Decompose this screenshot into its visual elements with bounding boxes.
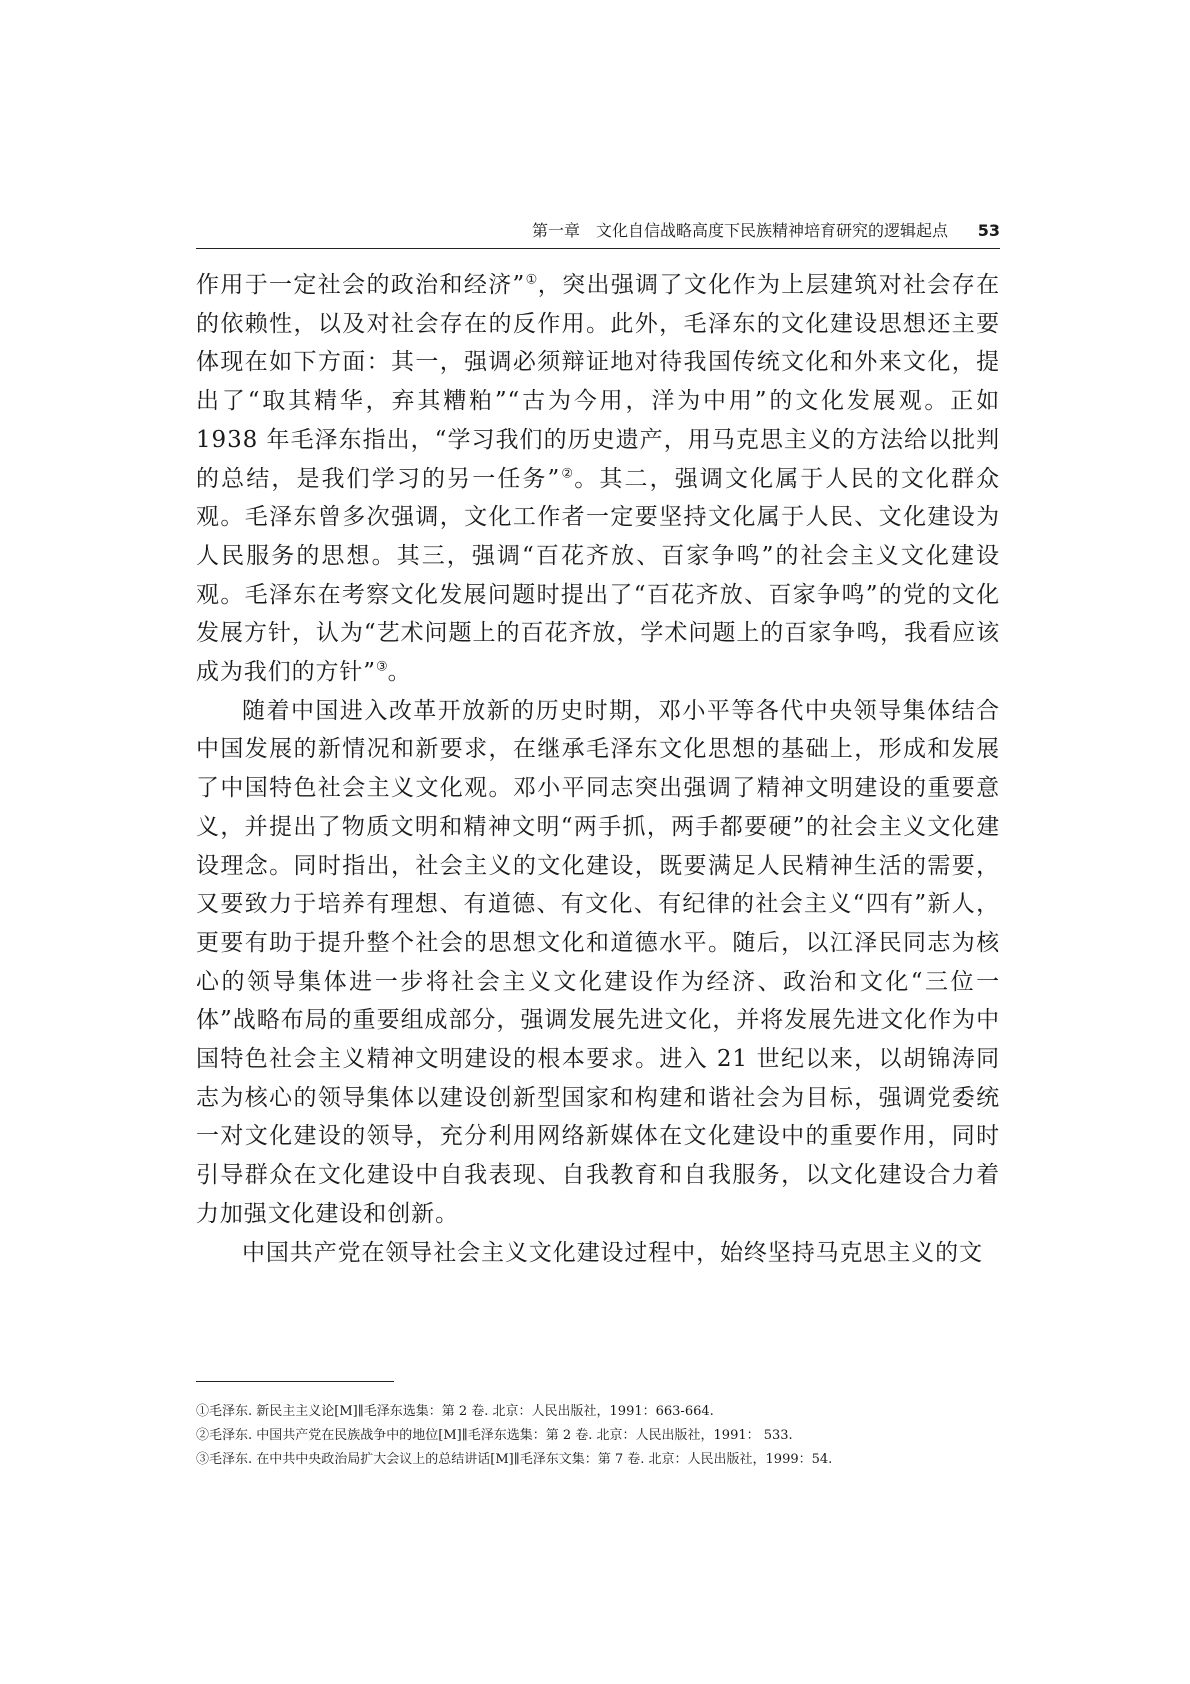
footnote-3: ③毛泽东. 在中共中央政治局扩大会议上的总结讲话[M]∥毛泽东文集：第 7 卷. 北京：人民出版社，1999：54. bbox=[196, 1452, 833, 1467]
chapter-title: 第一章 文化自信战略高度下民族精神培育研究的逻辑起点 bbox=[531, 221, 948, 240]
paragraph-1-text-2: ，突出强调了文化作为上层建筑对社会存在的依赖性，以及对社会存在的反作用。此外，毛泽东的文化建设思想还主要体现在如下方面：其一，强调必须辩证地对待我国传统文化和外来文化，提出了“取其精华，弃其糟粕”“古为今用，洋为中用”的文化发展观。正如 1938 年毛泽东指出，“学习我们的历史遗产，用马克思主义的方法给以批判的总结，是我们学习的另一任务” bbox=[196, 272, 1000, 492]
paragraph-1 bbox=[196, 266, 1000, 692]
paragraph-1-text-1: 作用于一定社会的政治和经济” bbox=[196, 272, 526, 298]
page-number: 53 bbox=[977, 221, 1000, 240]
footnotes bbox=[196, 1400, 1000, 1472]
footnote-1: ①毛泽东. 新民主主义论[M]∥毛泽东选集：第 2 卷. 北京：人民出版社，1991：663-664. bbox=[196, 1404, 714, 1419]
paragraph-1-text-4: 。 bbox=[387, 659, 412, 686]
footnote-ref-2[interactable]: ② bbox=[560, 465, 575, 481]
footnote-ref-1[interactable]: ① bbox=[525, 272, 538, 288]
paragraph-1-text-3: 。其二，强调文化属于人民的文化群众观。毛泽东曾多次强调，文化工作者一定要坚持文化属于人民、文化建设为人民服务的思想。其三，强调“百花齐放、百家争鸣”的社会主义文化建设观。毛泽东在考察文化发展问题时提出了“百花齐放、百家争鸣”的党的文化发展方针，认为“艺术问题上的百花齐放，学术问题上的百家争鸣，我看应该成为我们的方针” bbox=[196, 465, 1000, 686]
footnote-divider bbox=[196, 1381, 394, 1382]
running-header bbox=[196, 220, 1000, 249]
footnote-ref-3[interactable]: ③ bbox=[375, 659, 388, 675]
paragraph-3: 中国共产党在领导社会主义文化建设过程中，始终坚持马克思主义的文 bbox=[242, 1239, 983, 1266]
paragraph-2: 随着中国进入改革开放新的历史时期，邓小平等各代中央领导集体结合中国发展的新情况和新要求，在继承毛泽东文化思想的基础上，形成和发展了中国特色社会主义文化观。邓小平同志突出强调了精神文明建设的重要意义，并提出了物质文明和精神文明“两手抓，两手都要硬”的社会主义文化建设理念。同时指出，社会主义的文化建设，既要满足人民精神生活的需要，又要致力于培养有理想、有道德、有文化、有纪律的社会主义“四有”新人，更要有助于提升整个社会的思想文化和道德水平。随后，以江泽民同志为核心的领导集体进一步将社会主义文化建设作为经济、政治和文化“三位一体”战略布局的重要组成部分，强调发展先进文化，并将发展先进文化作为中国特色社会主义精神文明建设的根本要求。进入 21 世纪以来，以胡锦涛同志为核心的领导集体以建设创新型国家和构建和谐社会为目标，强调党委统一对文化建设的领导，充分利用网络新媒体在文化建设中的重要作用，同时引导群众在文化建设中自我表现、自我教育和自我服务，以文化建设合力着力加强文化建设和创新。 bbox=[196, 697, 1000, 1227]
footnote-2: ②毛泽东. 中国共产党在民族战争中的地位[M]∥毛泽东选集：第 2 卷. 北京：人民出版社，1991： 533. bbox=[196, 1428, 793, 1443]
main-text bbox=[196, 266, 1000, 1272]
